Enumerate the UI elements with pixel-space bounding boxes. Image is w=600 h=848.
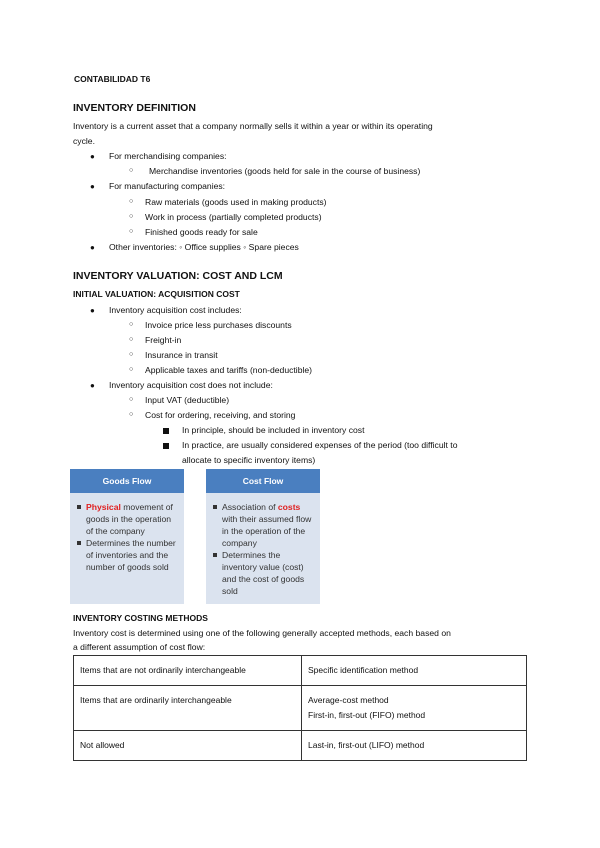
- bullet-icon: ●: [90, 306, 95, 315]
- bullet-icon: ●: [90, 182, 95, 191]
- excludes-subitem: In practice, are usually considered expenses of the period (too difficult to: [182, 440, 458, 450]
- valuation-heading: INVENTORY VALUATION: COST AND LCM: [73, 270, 283, 282]
- cost-flow-box: [206, 469, 320, 604]
- circle-bullet-icon: ○: [129, 411, 134, 418]
- includes-item: Insurance in transit: [145, 350, 218, 360]
- table-cell: Items that are ordinarily interchangeable: [74, 686, 302, 731]
- table-row: [74, 686, 527, 731]
- definition-text-line1: Inventory is a current asset that a company normally sells it within a year or within its operating: [73, 121, 433, 131]
- circle-bullet-icon: ○: [129, 228, 134, 235]
- square-bullet-icon: [213, 505, 217, 509]
- costing-intro-line1: Inventory cost is determined using one of the following generally accepted methods, each based on: [73, 628, 451, 638]
- cost-flow-item: [212, 549, 316, 597]
- table-row: [74, 656, 527, 686]
- manufacturing-sub-item: Work in process (partially completed products): [145, 212, 322, 222]
- inventory-definition-heading: INVENTORY DEFINITION: [73, 102, 196, 114]
- square-bullet-icon: [77, 505, 81, 509]
- circle-bullet-icon: ○: [129, 167, 134, 174]
- square-bullet-icon: [163, 428, 169, 434]
- square-bullet-icon: [213, 553, 217, 557]
- method-line: Average-cost method: [308, 695, 389, 705]
- square-bullet-icon: [77, 541, 81, 545]
- cost-flow-title: Cost Flow: [206, 469, 320, 493]
- includes-label: Inventory acquisition cost includes:: [109, 305, 242, 315]
- manufacturing-label: For manufacturing companies:: [109, 181, 226, 191]
- goods-flow-box: [70, 469, 184, 604]
- merchandise-sub-item: Merchandise inventories (goods held for sale in the course of business): [149, 166, 421, 176]
- circle-bullet-icon: ○: [129, 198, 134, 205]
- excludes-subitem: In principle, should be included in inventory cost: [182, 425, 365, 435]
- circle-bullet-icon: ○: [129, 366, 134, 373]
- goods-flow-item: [76, 537, 180, 573]
- cost-flow-item2-text: Determines the inventory value (cost) and the cost of goods sold: [222, 550, 305, 596]
- circle-bullet-icon: ○: [129, 321, 134, 328]
- costing-methods-table: [73, 655, 527, 761]
- method-line: First-in, first-out (FIFO) method: [308, 710, 426, 720]
- includes-item: Applicable taxes and tariffs (non-deductible): [145, 365, 313, 375]
- table-cell: Not allowed: [74, 731, 302, 761]
- table-cell: Specific identification method: [302, 656, 527, 686]
- costs-highlight: costs: [277, 502, 301, 512]
- circle-bullet-icon: ○: [129, 336, 134, 343]
- table-cell: Items that are not ordinarily interchangeable: [74, 656, 302, 686]
- excludes-subitem-continuation: allocate to specific inventory items): [182, 455, 316, 465]
- goods-flow-item1-text: movement of goods in the operation of the company: [86, 502, 173, 536]
- includes-item: Freight-in: [145, 335, 182, 345]
- other-inventories-label: Other inventories: ◦ Office supplies ◦ Spare pieces: [109, 242, 299, 252]
- table-cell: Last-in, first-out (LIFO) method: [302, 731, 527, 761]
- circle-bullet-icon: ○: [129, 213, 134, 220]
- acquisition-cost-subheading: INITIAL VALUATION: ACQUISITION COST: [73, 289, 240, 299]
- cost-flow-item1-pre: Association of: [222, 502, 278, 512]
- definition-text-line2: cycle.: [73, 136, 95, 146]
- excludes-item: Input VAT (deductible): [145, 395, 230, 405]
- includes-item: Invoice price less purchases discounts: [145, 320, 292, 330]
- cost-flow-item1-text: with their assumed flow in the operation of the company: [222, 514, 312, 548]
- circle-bullet-icon: ○: [129, 396, 134, 403]
- costing-intro-line2: a different assumption of cost flow:: [73, 642, 206, 652]
- manufacturing-sub-item: Raw materials (goods used in making products): [145, 197, 327, 207]
- goods-flow-item2-text: Determines the number of inventories and the number of goods sold: [86, 538, 176, 572]
- circle-bullet-icon: ○: [129, 351, 134, 358]
- document-title: CONTABILIDAD T6: [74, 74, 151, 84]
- square-bullet-icon: [163, 443, 169, 449]
- excludes-item: Cost for ordering, receiving, and storing: [145, 410, 296, 420]
- cost-flow-item: [212, 501, 316, 549]
- table-row: [74, 731, 527, 761]
- bullet-icon: ●: [90, 243, 95, 252]
- goods-flow-title: Goods Flow: [70, 469, 184, 493]
- manufacturing-sub-item: Finished goods ready for sale: [145, 227, 258, 237]
- goods-flow-item: [76, 501, 180, 537]
- bullet-icon: ●: [90, 152, 95, 161]
- merchandising-label: For merchandising companies:: [109, 151, 227, 161]
- bullet-icon: ●: [90, 381, 95, 390]
- excludes-label: Inventory acquisition cost does not include:: [109, 380, 273, 390]
- costing-methods-heading: INVENTORY COSTING METHODS: [73, 613, 208, 623]
- table-cell: [302, 686, 527, 731]
- physical-highlight: Physical: [86, 502, 121, 512]
